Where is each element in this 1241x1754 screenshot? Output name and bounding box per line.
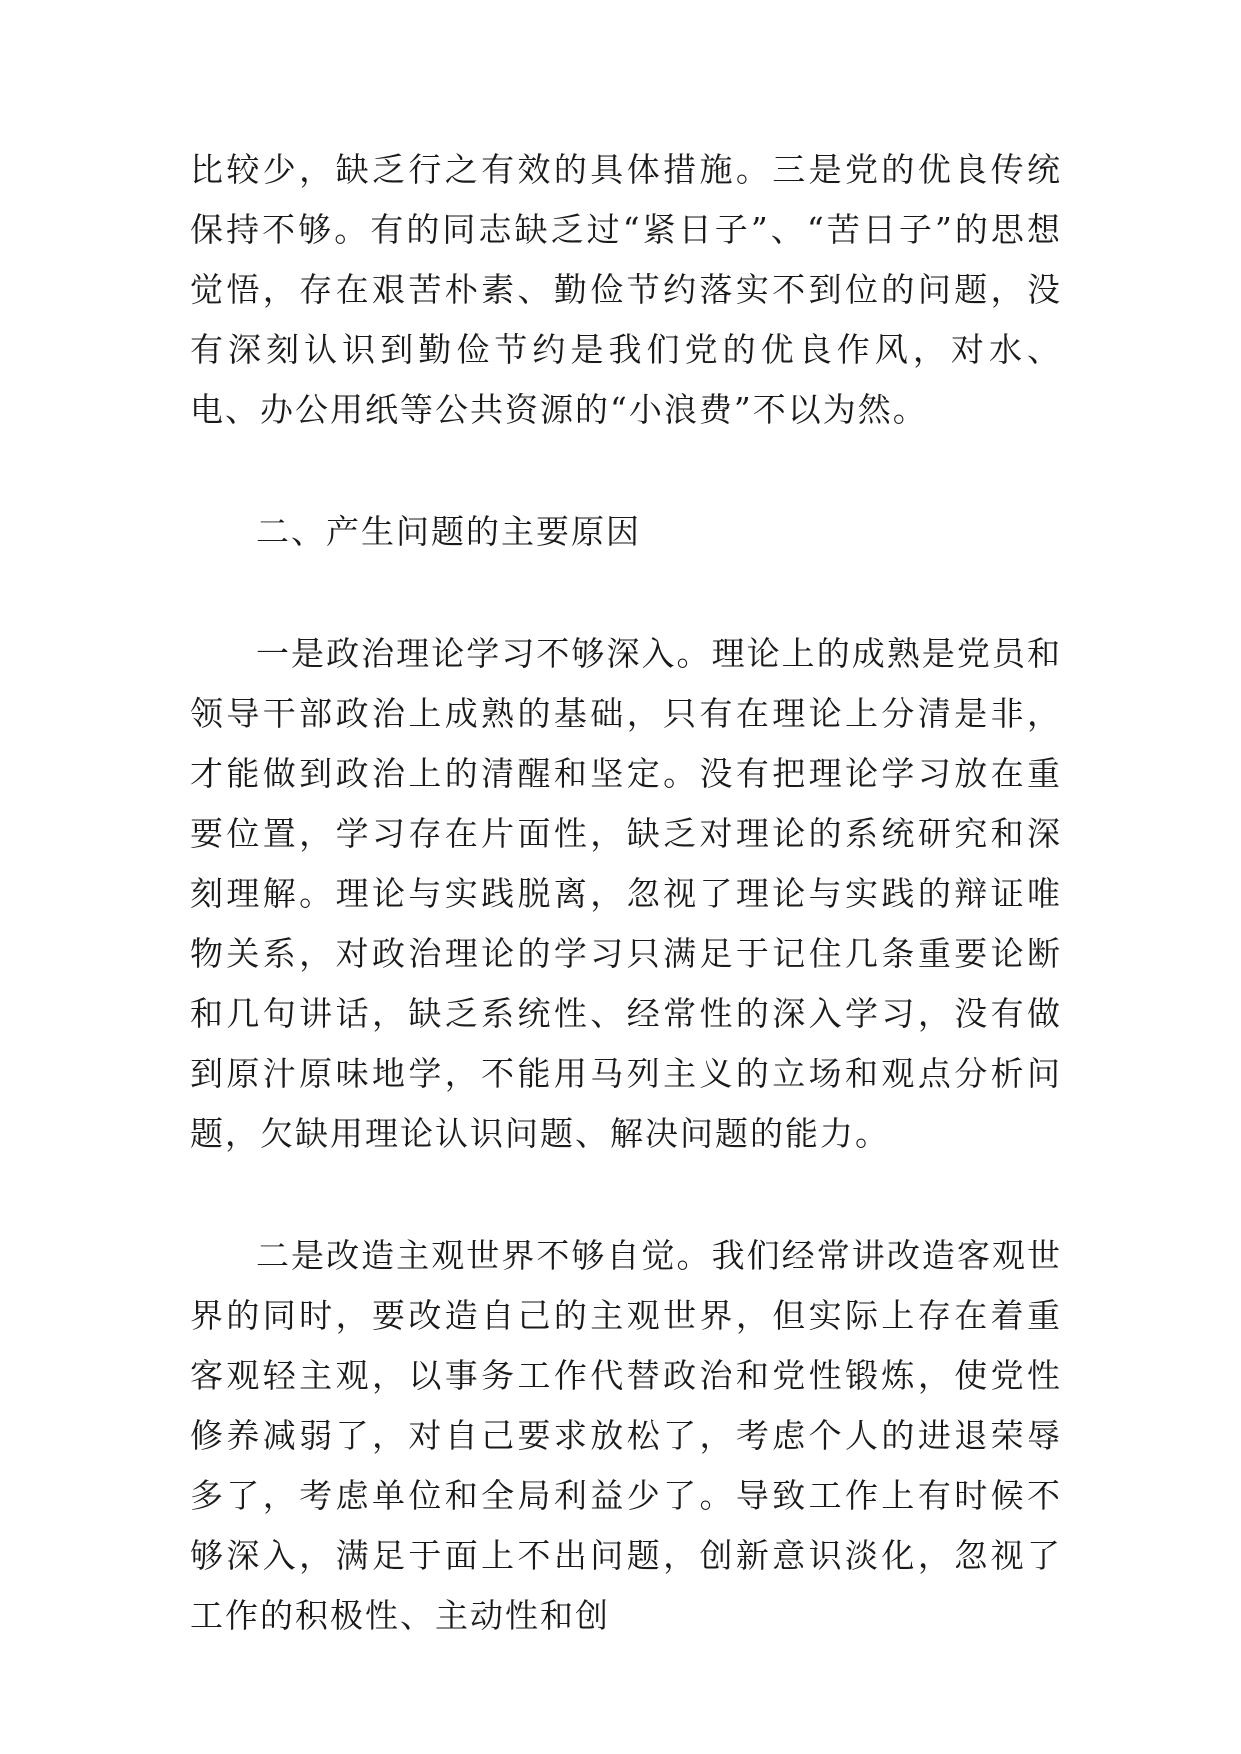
paragraph-theory-study: 一是政治理论学习不够深入。理论上的成熟是党员和领导干部政治上成熟的基础，只有在理论上分清是非，才能做到政治上的清醒和坚定。没有把理论学习放在重要位置，学习存在片面性，缺乏对理论的系统研究和深刻理解。理论与实践脱离，忽视了理论与实践的辩证唯物关系，对政治理论的学习只满足于记住几条重要论断和几句讲话，缺乏系统性、经常性的深入学习，没有做到原汁原味地学，不能用马列主义的立场和观点分析问题，欠缺用理论认识问题、解决问题的能力。	[190, 634, 1062, 1153]
document-body	[190, 140, 1062, 1646]
paragraph-continuation: 比较少，缺乏行之有效的具体措施。三是党的优良传统保持不够。有的同志缺乏过“紧日子”、“苦日子”的思想觉悟，存在艰苦朴素、勤俭节约落实不到位的问题，没有深刻认识到勤俭节约是我们党的优良作风，对水、电、办公用纸等公共资源的“小浪费”不以为然。	[190, 150, 1062, 429]
section-heading: 二、产生问题的主要原因	[256, 512, 641, 551]
paragraph-subjective-world: 二是改造主观世界不够自觉。我们经常讲改造客观世界的同时，要改造自己的主观世界，但实际上存在着重客观轻主观，以事务工作代替政治和党性锻炼，使党性修养减弱了，对自己要求放松了，考虑个人的进退荣辱多了，考虑单位和全局利益少了。导致工作上有时候不够深入，满足于面上不出问题，创新意识淡化，忽视了工作的积极性、主动性和创	[190, 1236, 1062, 1635]
